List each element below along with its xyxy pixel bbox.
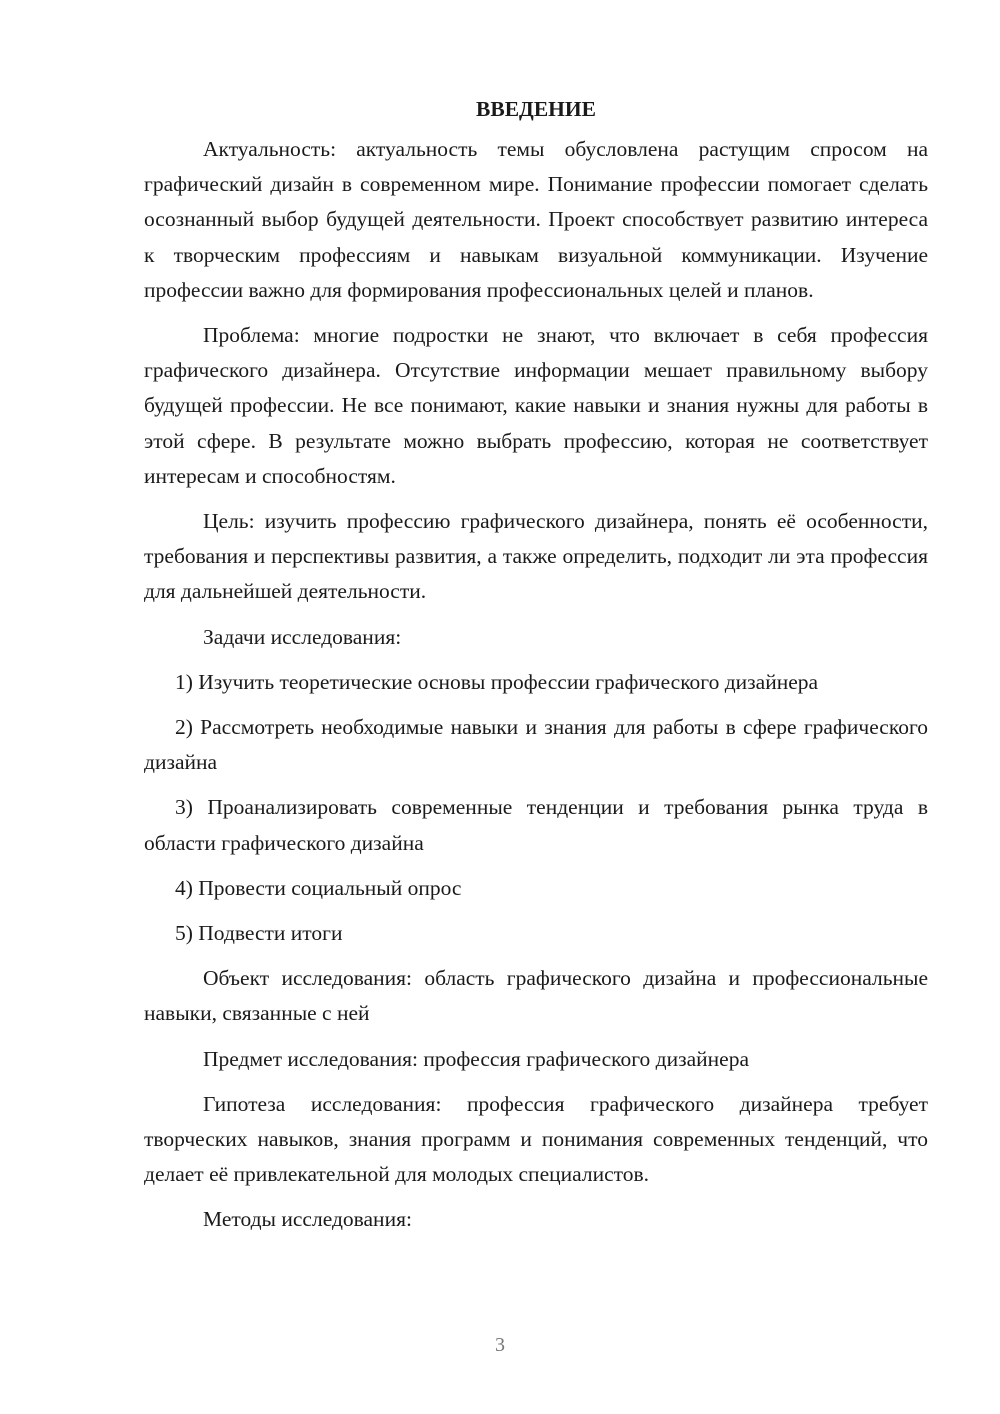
paragraph-tasks-title: Задачи исследования:	[203, 624, 402, 649]
paragraph-goal: Цель: изучить профессию графического дизайнера, понять её особенности, требования и перспективы развития, а также определить, подходит ли эта профессия для дальнейшей деятельности.	[144, 509, 928, 604]
paragraph-methods-title: Методы исследования:	[203, 1207, 412, 1232]
task-item-5: 5) Подвести итоги	[175, 921, 343, 946]
paragraph-problem: Проблема: многие подростки не знают, что включает в себя профессия графического дизайнера. Отсутствие информации мешает правильному выбору будущей профессии. Не все понимают, какие навыки и знания нужны для работы в этой сфере. В результате можно выбрать профессию, которая не соответствует интересам и способностям.	[144, 323, 928, 488]
task-item-3: 3) Проанализировать современные тенденции и требования рынка труда в области графического дизайна	[144, 795, 928, 855]
paragraph-hypothesis: Гипотеза исследования: профессия графического дизайнера требует творческих навыков, знания программ и понимания современных тенденций, что делает её привлекательной для молодых специалистов.	[144, 1091, 928, 1187]
task-item-4: 4) Провести социальный опрос	[175, 875, 462, 900]
document-page	[144, 92, 928, 1248]
page-number: 3	[495, 1334, 505, 1356]
paragraph-object: Объект исследования: область графического дизайна и профессиональные навыки, связанные с ней	[144, 966, 928, 1026]
paragraph-relevance: Актуальность: актуальность темы обусловлена растущим спросом на графический дизайн в современном мире. Понимание профессии помогает сделать осознанный выбор будущей деятельности. Проект способствует развитию интереса к творческим профессиям и навыкам визуальной коммуникации. Изучение профессии важно для формирования профессиональных целей и планов.	[144, 137, 928, 302]
paragraph-subject: Предмет исследования: профессия графического дизайнера	[203, 1046, 750, 1071]
task-item-1: 1) Изучить теоретические основы профессии графического дизайнера	[175, 669, 819, 694]
section-heading: ВВЕДЕНИЕ	[476, 97, 596, 121]
task-item-2: 2) Рассмотреть необходимые навыки и знания для работы в сфере графического дизайна	[144, 715, 928, 775]
